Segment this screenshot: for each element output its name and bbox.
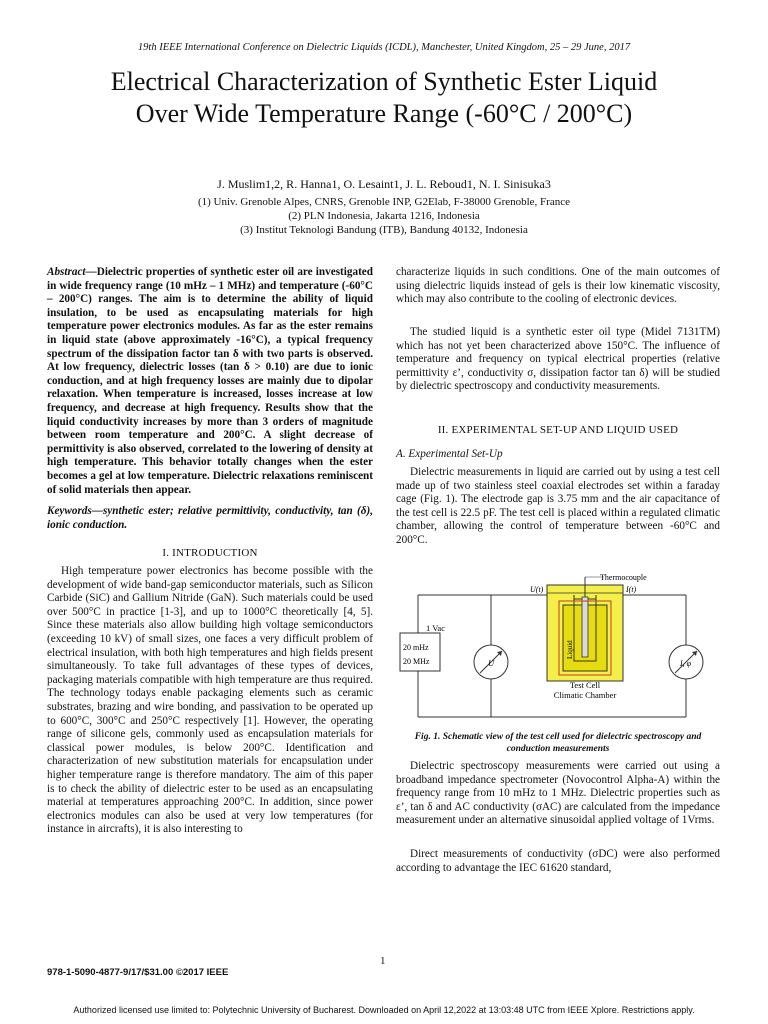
isbn-line: 978-1-5090-4877-9/17/$31.00 ©2017 IEEE [47,967,229,978]
liquid-paragraph: The studied liquid is a synthetic ester oil type (Midel 7131TM) which has not yet been characterized above 150°C. The influence of temperature and frequency on typical electrical properties (relative permittivity ε’, conductivity σ, dissipation factor tan δ) will be studied by dielectric spectroscopy and conductivity measurements. [396,326,720,393]
abstract-text: —Dielectric properties of synthetic ester oil are investigated in wide frequency range (10 mHz – 1 MHz) and temperature (-60°C – 200°C) ranges. The aim is to determine the ability of liquid insulation, to be used as encapsulating materials for high temperature power electronics modules. As far as the ester remains in liquid state (above approximately -16°C), a typical frequency spectrum of the dissipation factor tan δ with two parts is observed. At low frequency, dielectric losses (tan δ > 0.10) are due to ionic conduction, and at high frequency losses are mainly due to dipolar relaxation. When temperature is increased, losses increase at low frequency, and decrease at high frequency. Results show that the liquid conductivity increases by more than 3 orders of magnitude between room temperature and 200°C. A slight decrease of permittivity is also observed, correlated to the lowering of density at high temperature. This behavior totally changes when the ester becomes a gel at low temperature. Dielectric relaxations reminiscent of solid materials then appear. [47,266,373,496]
abstract [47,266,373,497]
label-u-meter: U [488,658,495,668]
setup-text [396,466,720,548]
label-vac: 1 Vac [426,623,445,633]
affiliation-3: (3) Institut Teknologi Bandung (ITB), Bandung 40132, Indonesia [240,224,528,236]
label-freq-low: 20 mHz [403,643,429,652]
affiliation-1: (1) Univ. Grenoble Alpes, CNRS, Grenoble INP, G2Elab, F-38000 Grenoble, France [197,196,570,208]
figure-1-schematic [396,567,720,727]
label-thermocouple: Thermocouple [600,573,647,582]
license-footer: Authorized licensed use limited to: Polytechnic University of Bucharest. Downloaded on April 12,2022 at 13:03:48 UTC from IEEE Xplore. Restrictions apply. [73,1005,695,1015]
figure-1-caption: Fig. 1. Schematic view of the test cell used for dielectric spectroscopy and conduction measurements [414,732,702,754]
conductivity-paragraph: Direct measurements of conductivity (σDC) were also performed according to advantage the IEC 61620 standard, [396,848,720,874]
affiliation-2: (2) PLN Indonesia, Jakarta 1216, Indonesia [288,210,480,222]
authors: J. Muslim1,2, R. Hanna1, O. Lesaint1, J. L. Reboud1, N. I. Sinisuka3 [217,177,551,191]
abstract-label: Abstract [47,266,86,278]
page-number: 1 [380,955,386,967]
introduction-paragraph: High temperature power electronics has become possible with the development of wide band-gap semiconductor materials, such as Silicon Carbide (SiC) and Gallium Nitride (GaN). Such materials could be used over 500°C in practice [1-3], and up to 1000°C theoretically [4, 5]. Since these materials also allow building high voltage semiconductors (exceeding 10 kV) of small sizes, one faces a very difficult problem of electrical insulation, with both high temperatures and high fields present simultaneously. To take full advantages of these types of devices, packaging materials compatible with high temperature are thus required. The technology todays enable packaging elements such as ceramic substrates, brazing and wire bonding, and passivation to be operated up to 600°C, 300°C and 250°C respectively [1]. However, the operating range of silicone gels, commonly used as encapsulation materials for classical power modules, is below 200°C. Identification and characterization of new substitution materials for encapsulation under higher temperature range is therefore mandatory. The aim of this paper is to check the ability of dielectric ester to be used as an encapsulating material at temperatures approaching 200°C. In addition, since power electronics modules can also be used at very low temperatures (for instance in aircrafts), it is also interesting to [47,565,373,836]
paper-title [30,66,738,130]
label-i-meter: I, φ [680,659,692,668]
right-paragraph-2 [396,326,720,394]
conference-header: 19th IEEE International Conference on Dielectric Liquids (ICDL), Manchester, United Kingdom, 25 – 29 June, 2017 [137,42,631,53]
label-liquid: Liquid [566,640,574,659]
label-test-cell: Test Cell [569,680,601,690]
spectroscopy-paragraph: Dielectric spectroscopy measurements were carried out using a broadband impedance spectrometer (Novocontrol Alpha-A) within the frequency range from 10 mHz to 1 MHz. Dielectric properties such as ε’, tan δ and AC conductivity (σAC) are calculated from the impedance measurement under an alternative sinusoidal applied voltage of 1Vrms. [396,760,720,827]
keywords: Keywords—synthetic ester; relative permittivity, conductivity, tan (δ), ionic conduction. [47,505,373,531]
label-freq-high: 20 MHz [403,657,430,666]
label-u-t: U(t) [530,585,544,594]
subsection-heading-setup: A. Experimental Set-Up [396,448,503,460]
label-climatic-chamber: Climatic Chamber [553,690,617,700]
conductivity-text [396,848,720,875]
right-paragraph-1: characterize liquids in such conditions. One of the main outcomes of using dielectric liquids instead of gels is their low kinematic viscosity, which may also contribute to the cooling of electronic devices. [396,266,720,306]
inner-electrode [582,597,588,657]
spectroscopy-text [396,760,720,828]
introduction-text [47,565,373,837]
section-heading-introduction: I. INTRODUCTION [162,547,258,559]
label-i-t: I(t) [626,585,637,594]
setup-paragraph: Dielectric measurements in liquid are carried out by using a test cell made up of two stainless steel coaxial electrodes set within a faraday cage (Fig. 1). The electrode gap is 3.75 mm and the air capacitance of the test cell is 22.5 pF. The test cell is placed within a regulated climatic chamber, allowing the control of temperature between -60°C and 200°C. [396,466,720,546]
title-line-2: Over Wide Temperature Range (-60°C / 200°C) [135,99,633,128]
title-line-1: Electrical Characterization of Synthetic Ester Liquid [110,67,658,96]
section-heading-experimental: II. EXPERIMENTAL SET-UP AND LIQUID USED [437,424,679,436]
